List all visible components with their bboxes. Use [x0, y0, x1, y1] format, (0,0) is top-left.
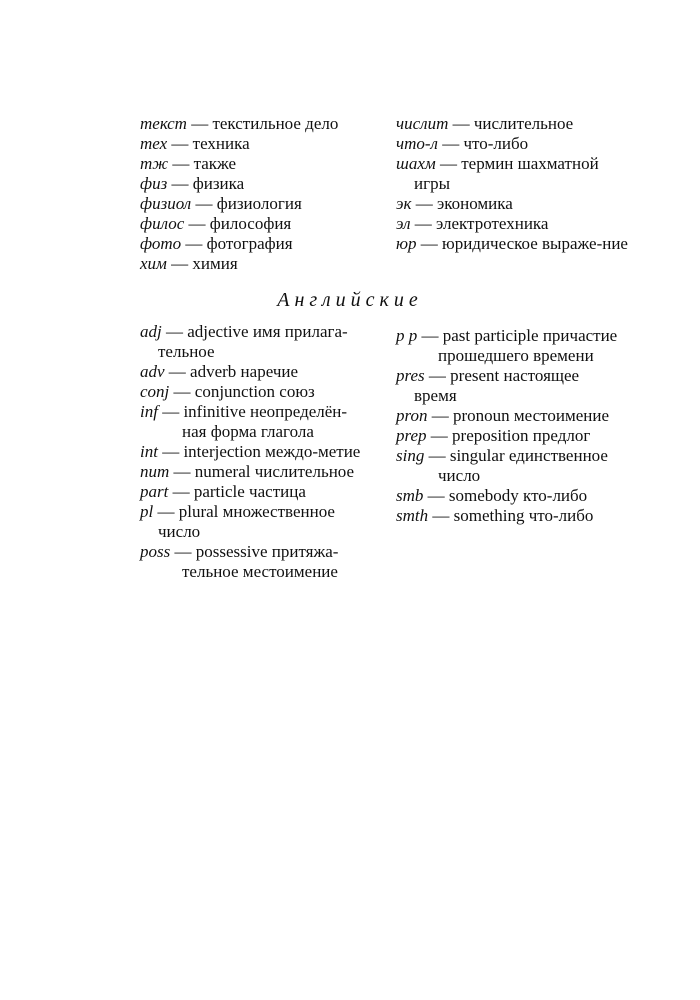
abbr-entry: хим — химия — [140, 254, 238, 273]
abbr-entry: conj — conjunction союз — [140, 382, 315, 401]
abbr-entry: inf — infinitive неопределён-ная форма глагола — [140, 402, 348, 441]
abbr-entry: prep — preposition предлог — [396, 426, 591, 445]
abbr-entry: sing — singular единственное число — [396, 446, 608, 485]
abbr-entry: тех — техника — [140, 134, 250, 153]
english-abbreviations-left — [140, 322, 372, 582]
abbr-entry: poss — possessive притяжа-тельное местоимение — [140, 542, 339, 581]
abbr-entry: эк — экономика — [396, 194, 513, 213]
abbr-entry: smth — something что-либо — [396, 506, 594, 525]
abbr-entry: part — particle частица — [140, 482, 306, 501]
abbr-entry: p p — past participle причастие прошедшего времени — [396, 326, 618, 365]
abbr-entry: текст — текстильное дело — [140, 114, 339, 133]
abbr-entry: эл — электротехника — [396, 214, 549, 233]
russian-abbreviations-left — [140, 114, 380, 274]
abbr-entry: филос — философия — [140, 214, 292, 233]
abbr-entry: smb — somebody кто-либо — [396, 486, 588, 505]
english-abbreviations-right — [396, 326, 636, 526]
abbr-entry: физ — физика — [140, 174, 245, 193]
abbr-entry: int — interjection междо-метие — [140, 442, 361, 461]
abbr-entry: adv — adverb наречие — [140, 362, 299, 381]
abbr-entry: pl — plural множественное число — [140, 502, 335, 541]
abbr-entry: физиол — физиология — [140, 194, 302, 213]
abbr-entry: шахм — термин шахматной игры — [396, 154, 599, 193]
section-heading-english: Английские — [277, 289, 423, 311]
abbr-entry: что-л — что-либо — [396, 134, 529, 153]
abbr-entry: числит — числительное — [396, 114, 574, 133]
abbr-entry: pres — present настоящее время — [396, 366, 580, 405]
russian-abbreviations-right — [396, 114, 626, 254]
abbr-entry: adj — adjective имя прилага-тельное — [140, 322, 348, 361]
abbr-entry: pron — pronoun местоимение — [396, 406, 610, 425]
abbr-entry: num — numeral числительное — [140, 462, 355, 481]
abbr-entry: тж — также — [140, 154, 237, 173]
abbr-entry: юр — юридическое выраже-ние — [396, 234, 628, 253]
abbr-entry: фото — фотография — [140, 234, 293, 253]
